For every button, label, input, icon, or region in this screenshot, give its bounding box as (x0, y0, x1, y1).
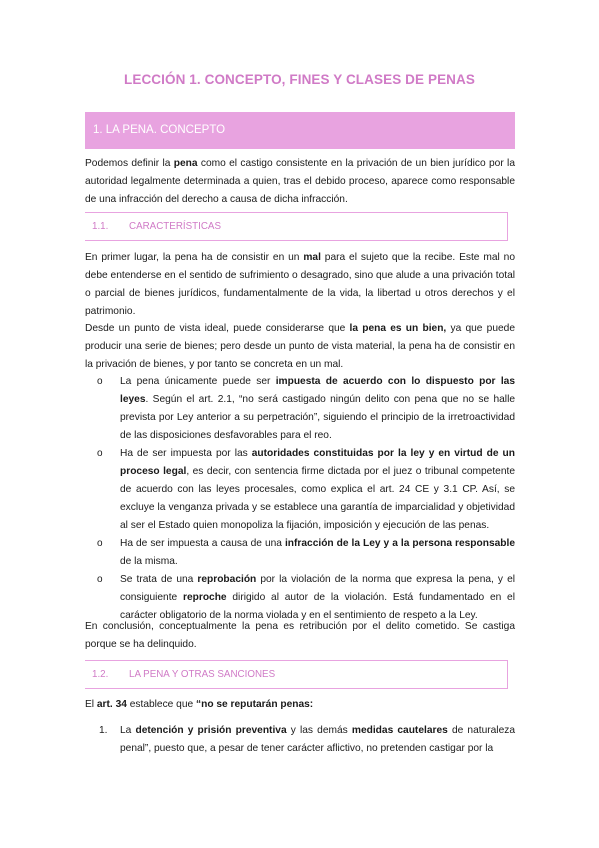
subsection-number: 1.1. (92, 221, 109, 232)
list-item (85, 373, 515, 445)
list-number: 1. (99, 725, 108, 736)
section-header-band (85, 112, 515, 149)
list-item (85, 722, 515, 758)
list-item (85, 445, 515, 535)
bullet-marker: o (97, 574, 103, 585)
paragraph-bien: Desde un punto de vista ideal, puede considerarse que la pena es un bien, ya que puede producir una serie de bienes; pero desde un punto de vista material, la pena ha de consistir en la privación de bienes, y por tanto se concreta en un mal. (85, 323, 516, 370)
subsection-heading-other-sanctions (85, 660, 508, 689)
list-item-text: Se trata de una reprobación por la violación de la norma que expresa la pena, y el consiguiente reproche dirigido al autor de la violación. Está fundamentado en el carácter obligatorio de la norma violada y en el sentimiento de respeto a la Ley. (120, 574, 515, 621)
subsection-number: 1.2. (92, 669, 109, 680)
paragraph-art34: El art. 34 establece que “no se reputarán penas: (85, 699, 314, 710)
subsection-label: LA PENA Y OTRAS SANCIONES (129, 669, 276, 680)
list-item-text: La pena únicamente puede ser impuesta de acuerdo con lo dispuesto por las leyes. Según el art. 2.1, “no será castigado ningún delito con pena que no se halle prevista por Ley anterior a su perpetración”, siguiendo el principio de la irretroactividad de las disposiciones desfavorables para el reo. (120, 376, 515, 441)
paragraph-mal: En primer lugar, la pena ha de consistir en un mal para el sujeto que la recibe. Este mal no debe entenderse en el sentido de sufrimiento o desagrado, sino que alude a una privación total o parcial de bienes jurídicos, fundamentalmente de la vida, la libertad u otros derechos y el patrimonio. (85, 252, 515, 317)
bullet-marker: o (97, 376, 103, 387)
bullet-marker: o (97, 448, 103, 459)
subsection-label: CARACTERÍSTICAS (129, 221, 221, 232)
subsection-heading-characteristics (85, 212, 508, 241)
intro-paragraph: Podemos definir la pena como el castigo consistente en la privación de un bien jurídico por la autoridad legalmente determinada a quien, tras el debido proceso, aparece como responsable de una infracción del derecho a causa de dicha infracción. (85, 158, 515, 205)
lesson-title: LECCIÓN 1. CONCEPTO, FINES Y CLASES DE PENAS (124, 72, 475, 87)
section-heading: 1. LA PENA. CONCEPTO (93, 124, 226, 136)
list-item-text: La detención y prisión preventiva y las demás medidas cautelares de naturaleza penal”, puesto que, a pesar de tener carácter aflictivo, no pretenden castigar por la (120, 725, 515, 754)
bullet-marker: o (97, 538, 103, 549)
numbered-list (85, 722, 515, 758)
list-item (85, 571, 515, 625)
list-item-text: Ha de ser impuesta a causa de una infracción de la Ley y a la persona responsable de la misma. (120, 538, 515, 567)
characteristics-list (85, 373, 515, 625)
conclusion-paragraph: En conclusión, conceptualmente la pena es retribución por el delito cometido. Se castiga porque se ha delinquido. (85, 621, 515, 650)
list-item (85, 535, 515, 571)
list-item-text: Ha de ser impuesta por las autoridades constituidas por la ley y en virtud de un proceso legal, es decir, con sentencia firme dictada por el juez o tribunal competente de acuerdo con las leyes procesales, como explica el art. 24 CE y 3.1 CP. Así, se excluye la venganza privada y se establece una garantía de imparcialidad y objetividad al ser el Estado quien monopoliza la fijación, imposición y ejecución de las penas. (120, 448, 515, 531)
